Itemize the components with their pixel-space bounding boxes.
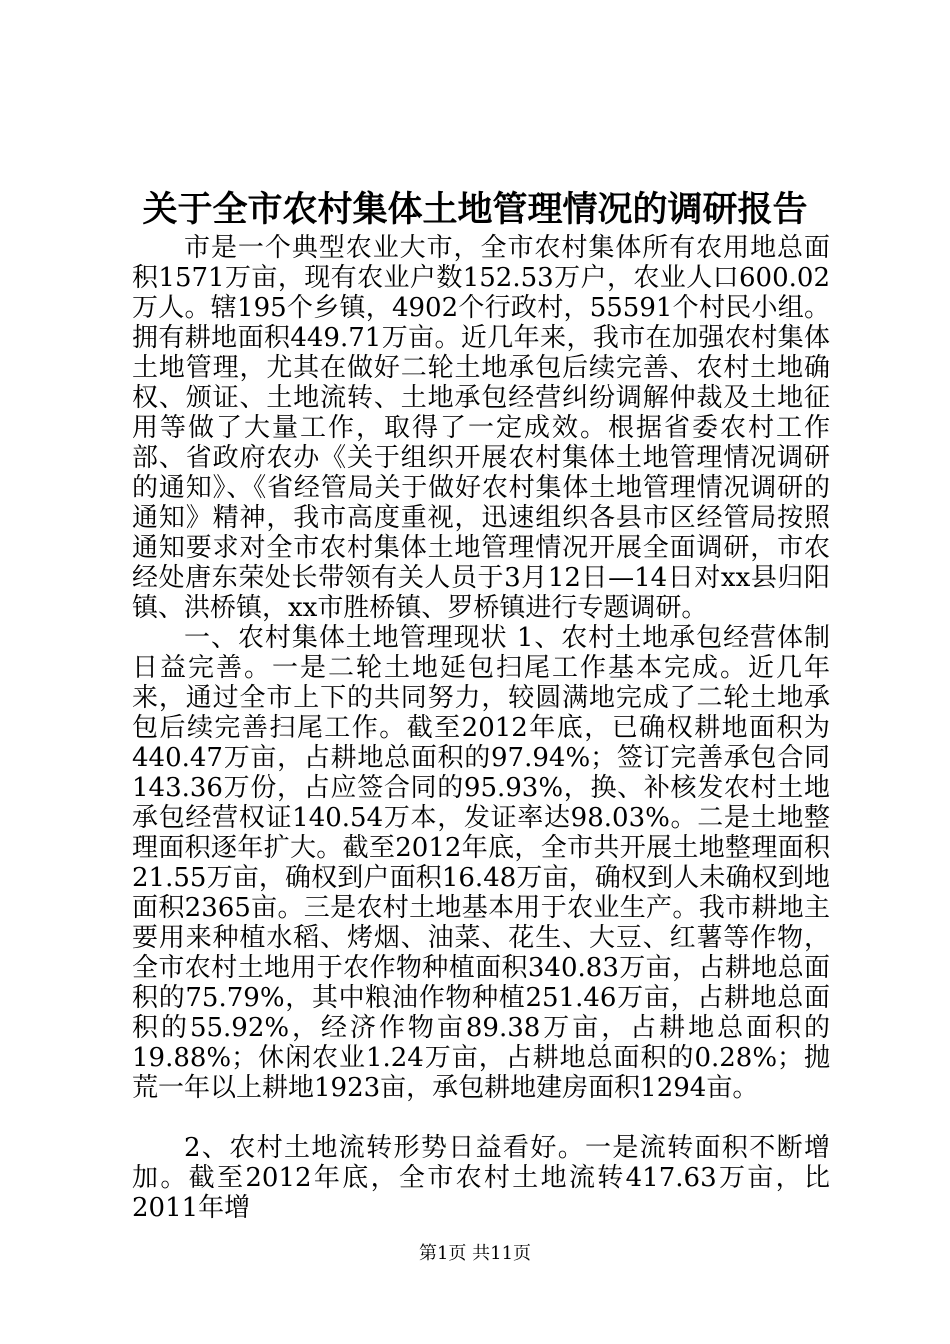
- paragraph-section-1: 一、农村集体土地管理现状 1、农村土地承包经营体制日益完善。一是二轮土地延包扫尾工作基本完成。近几年来，通过全市上下的共同努力，较圆满地完成了二轮土地承包后续完善扫尾工作。截至2012年底，已确权耕地面积为440.47万亩，占耕地总面积的97.94%；签订完善承包合同143.36万份，占应签合同的95.93%，换、补核发农村土地承包经营权证140.54万本，发证率达98.03%。二是土地整理面积逐年扩大。截至2012年底，全市共开展土地整理面积21.55万亩，确权到户面积16.48万亩，确权到人未确权到地面积2365亩。三是农村土地基本用于农业生产。我市耕地主要用来种植水稻、烤烟、油菜、花生、大豆、红薯等作物，全市农村土地用于农作物种植面积340.83万亩，占耕地总面积的75.79%，其中粮油作物种植251.46万亩，占耕地总面积的55.92%，经济作物亩89.38万亩，占耕地总面积的19.88%；休闲农业1.24万亩，占耕地总面积的0.28%；抛荒一年以上耕地1923亩，承包耕地建房面积1294亩。: [132, 623, 830, 1103]
- paragraph-section-2: 2、农村土地流转形势日益看好。一是流转面积不断增加。截至2012年底，全市农村土地流转417.63万亩，比2011年增: [132, 1133, 830, 1223]
- page-number-footer: 第1页 共11页: [418, 1243, 532, 1264]
- document-body: [132, 233, 830, 1223]
- document-title: 关于全市农村集体土地管理情况的调研报告: [142, 189, 808, 230]
- paragraph-intro: 市是一个典型农业大市，全市农村集体所有农用地总面积1571万亩，现有农业户数152.53万户，农业人口600.02万人。辖195个乡镇，4902个行政村，55591个村民小组。拥有耕地面积449.71万亩。近几年来，我市在加强农村集体土地管理，尤其在做好二轮土地承包后续完善、农村土地确权、颁证、土地流转、土地承包经营纠纷调解仲裁及土地征用等做了大量工作，取得了一定成效。根据省委农村工作部、省政府农办《关于组织开展农村集体土地管理情况调研的通知》、《省经管局关于做好农村集体土地管理情况调研的通知》精神，我市高度重视，迅速组织各县市区经管局按照通知要求对全市农村集体土地管理情况开展全面调研，市农经处唐东荣处长带领有关人员于3月12日—14日对xx县归阳镇、洪桥镇，xx市胜桥镇、罗桥镇进行专题调研。: [132, 233, 830, 623]
